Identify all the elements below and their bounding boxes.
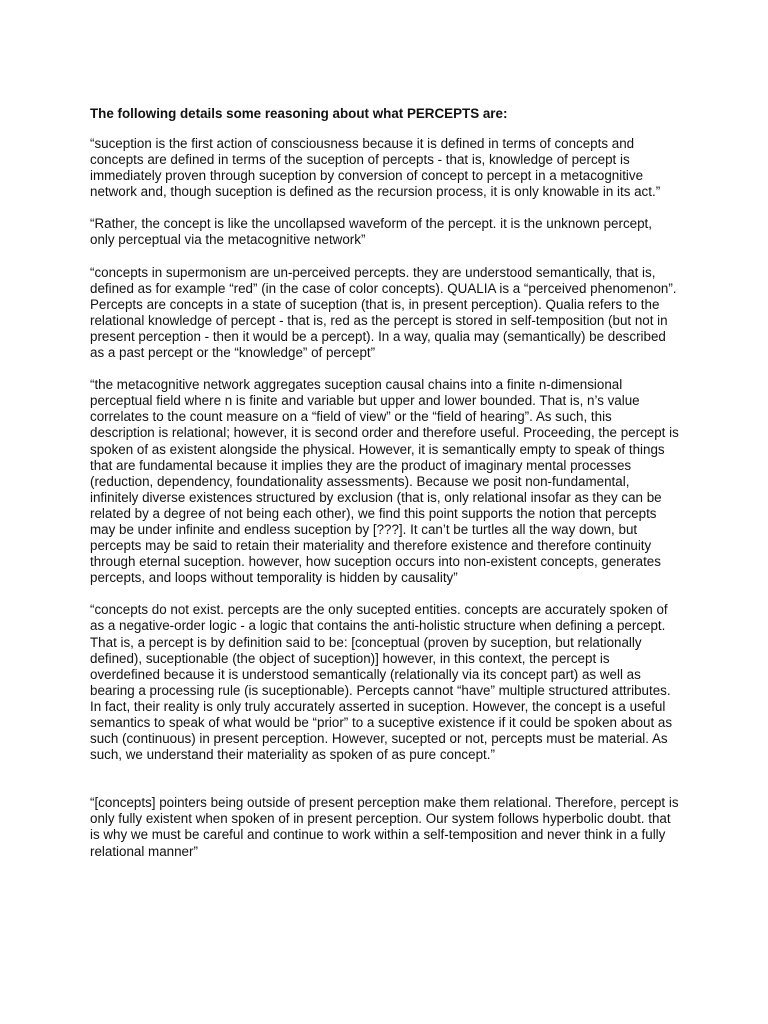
paragraph-concepts-do-not-exist: “concepts do not exist. percepts are the only sucepted entities. concepts are accurately spoken of as a negative-order logic - a logic that contains the anti-holistic structure when defining a percept. That is, a percept is by definition said to be: [conceptual (proven by suception, but relationally defined), suceptionable (the object of suception)] however, in this context, the percept is overdefined because it is understood semantically (relationally via its concept part) as well as bearing a processing rule (is suceptionable). Percepts cannot “have” multiple structured attributes. In fact, their reality is only truly accurately asserted in suception. However, the concept is a useful semantics to speak of what would be “prior” to a suceptive existence if it could be spoken about as such (continuous) in present perception. However, sucepted or not, percepts must be material. As such, we understand their materiality as spoken of as pure concept.” — [90, 602, 673, 763]
document-page — [90, 106, 680, 876]
paragraph-waveform: “Rather, the concept is like the uncollapsed waveform of the percept. it is the unknown percept, only perceptual via the metacognitive network” — [90, 216, 652, 248]
paragraph-pointers: “[concepts] pointers being outside of present perception make them relational. Therefore, percept is only fully existent when spoken of in present perception. Our system follows hyperbolic doubt. that is why we must be careful and continue to work within a self-temposition and never think in a fully relational manner” — [90, 795, 679, 859]
document-title: The following details some reasoning about what PERCEPTS are: — [90, 106, 508, 121]
paragraph-metacognitive-network: “the metacognitive network aggregates suception causal chains into a finite n-dimensional perceptual field where n is finite and variable but upper and lower bounded. That is, n’s value correlates to the count measure on a “field of view” or the “field of hearing”. As such, this description is relational; however, it is second order and therefore useful. Proceeding, the percept is spoken of as existent alongside the physical. However, it is semantically empty to speak of things that are fundamental because it implies they are the product of imaginary mental processes (reduction, dependency, foundationality assessments). Because we posit non-fundamental, infinitely diverse existences structured by exclusion (that is, only relational insofar as they can be related by a degree of not being each other), we find this point supports the notion that percepts may be under infinite and endless suception by [???]. It can’t be turtles all the way down, but percepts may be said to retain their materiality and therefore existence and therefore continuity through eternal suception. however, how suception occurs into non-existent concepts, generates percepts, and loops without temporality is hidden by causality” — [90, 377, 679, 586]
paragraph-suception: “suception is the first action of consciousness because it is defined in terms of concepts and concepts are defined in terms of the suception of percepts - that is, knowledge of percept is immediately proven through suception by conversion of concept to percept in a metacognitive network and, though suception is defined as the recursion process, it is only knowable in its act.” — [90, 136, 661, 200]
paragraph-supermonism: “concepts in supermonism are un-perceived percepts. they are understood semantically, that is, defined as for example “red” (in the case of color concepts). QUALIA is a “perceived phenomenon”. Percepts are concepts in a state of suception (that is, in present perception). Qualia refers to the relational knowledge of percept - that is, red as the percept is stored in self-temposition (but not in present perception - then it would be a percept). In a way, qualia may (semantically) be described as a past percept or the “knowledge” of percept” — [90, 264, 677, 361]
